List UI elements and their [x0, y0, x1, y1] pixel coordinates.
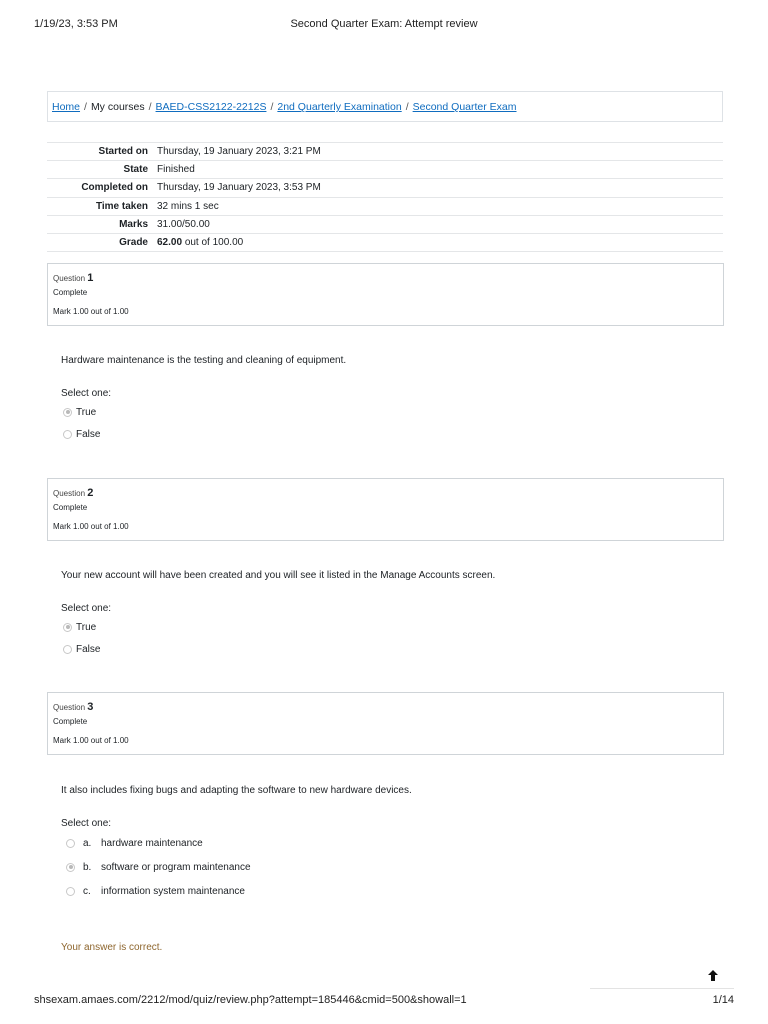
breadcrumb-course[interactable]: BAED-CSS2122-2212S — [155, 101, 267, 113]
summary-value: Thursday, 19 January 2023, 3:21 PM — [157, 146, 321, 158]
print-footer — [34, 994, 734, 1008]
breadcrumb-separator: / — [270, 101, 274, 113]
page-counter: 1/14 — [712, 994, 734, 1006]
question-info-3 — [47, 692, 724, 755]
breadcrumb-quiz[interactable]: Second Quarter Exam — [412, 101, 517, 113]
question-state: Complete — [53, 288, 88, 297]
summary-label: Completed on — [81, 182, 148, 194]
question-text-2: Your new account will have been created and you will see it listed in the Manage Accounts screen. — [61, 570, 496, 581]
radio-button[interactable] — [66, 839, 75, 848]
question-label: Question — [53, 489, 86, 498]
answer-option-false[interactable] — [63, 642, 100, 656]
print-header — [34, 18, 734, 32]
radio-button[interactable] — [63, 430, 72, 439]
question-info-2 — [47, 478, 724, 541]
radio-button[interactable] — [63, 623, 72, 632]
arrow-up-icon — [708, 970, 718, 981]
breadcrumb-home[interactable]: Home — [52, 101, 81, 113]
option-letter: a. — [83, 837, 92, 849]
breadcrumb — [47, 91, 723, 122]
print-url: shsexam.amaes.com/2212/mod/quiz/review.php?attempt=185446&cmid=500&showall=1 — [34, 994, 467, 1006]
answer-feedback: Your answer is correct. — [61, 942, 163, 953]
summary-row-state — [47, 161, 723, 179]
question-number: 1 — [87, 272, 94, 284]
summary-row-marks — [47, 215, 723, 233]
summary-row-completed — [47, 179, 723, 197]
question-number: 2 — [87, 487, 94, 499]
question-grade: Mark 1.00 out of 1.00 — [53, 736, 129, 745]
summary-row-grade — [47, 233, 723, 251]
option-label: information system maintenance — [101, 885, 245, 897]
question-grade: Mark 1.00 out of 1.00 — [53, 307, 129, 316]
option-label: False — [76, 428, 101, 440]
select-one-prompt: Select one: — [61, 388, 112, 399]
back-to-top-button[interactable] — [699, 962, 727, 988]
select-one-prompt: Select one: — [61, 603, 112, 614]
summary-value: Finished — [157, 164, 195, 176]
question-grade: Mark 1.00 out of 1.00 — [53, 522, 129, 531]
summary-row-started — [47, 143, 723, 161]
answer-option-a[interactable] — [66, 836, 203, 850]
radio-button[interactable] — [63, 645, 72, 654]
radio-button[interactable] — [66, 863, 75, 872]
option-label: hardware maintenance — [101, 837, 203, 849]
grade-out-of: out of 100.00 — [184, 237, 244, 249]
answer-option-c[interactable] — [66, 884, 245, 898]
question-label: Question — [53, 703, 86, 712]
question-label: Question — [53, 274, 86, 283]
option-label: software or program maintenance — [101, 861, 251, 873]
option-letter: c. — [83, 885, 91, 897]
option-letter: b. — [83, 861, 92, 873]
question-text-3: It also includes fixing bugs and adapting the software to new hardware devices. — [61, 785, 412, 796]
breadcrumb-separator: / — [405, 101, 409, 113]
radio-button[interactable] — [63, 408, 72, 417]
question-text-1: Hardware maintenance is the testing and cleaning of equipment. — [61, 355, 347, 366]
print-title: Second Quarter Exam: Attempt review — [290, 18, 478, 30]
summary-value: 31.00/50.00 — [157, 218, 210, 230]
question-state: Complete — [53, 503, 88, 512]
option-label: False — [76, 643, 101, 655]
answer-option-true[interactable] — [63, 405, 96, 419]
answer-option-b[interactable] — [66, 860, 251, 874]
summary-value — [153, 233, 723, 251]
breadcrumb-separator: / — [84, 101, 87, 113]
summary-value: 32 mins 1 sec — [157, 200, 219, 212]
summary-value: Thursday, 19 January 2023, 3:53 PM — [157, 182, 321, 194]
summary-label: Started on — [98, 146, 148, 158]
breadcrumb-my-courses: My courses — [90, 101, 145, 113]
grade-score: 62.00 — [157, 237, 183, 249]
breadcrumb-separator: / — [148, 101, 152, 113]
question-info-1 — [47, 263, 724, 326]
radio-button[interactable] — [66, 887, 75, 896]
question-number: 3 — [87, 701, 94, 713]
summary-label: State — [123, 164, 148, 176]
option-label: True — [76, 621, 97, 633]
footer-divider — [590, 988, 734, 989]
answer-option-true[interactable] — [63, 620, 96, 634]
breadcrumb-section[interactable]: 2nd Quarterly Examination — [277, 101, 402, 113]
answer-option-false[interactable] — [63, 427, 100, 441]
summary-row-time — [47, 197, 723, 215]
question-state: Complete — [53, 717, 88, 726]
attempt-summary-table — [47, 142, 723, 252]
summary-label: Time taken — [95, 200, 148, 212]
select-one-prompt: Select one: — [61, 818, 112, 829]
summary-label: Grade — [119, 237, 148, 249]
option-label: True — [76, 406, 97, 418]
print-date: 1/19/23, 3:53 PM — [34, 18, 118, 30]
summary-label: Marks — [119, 218, 148, 230]
